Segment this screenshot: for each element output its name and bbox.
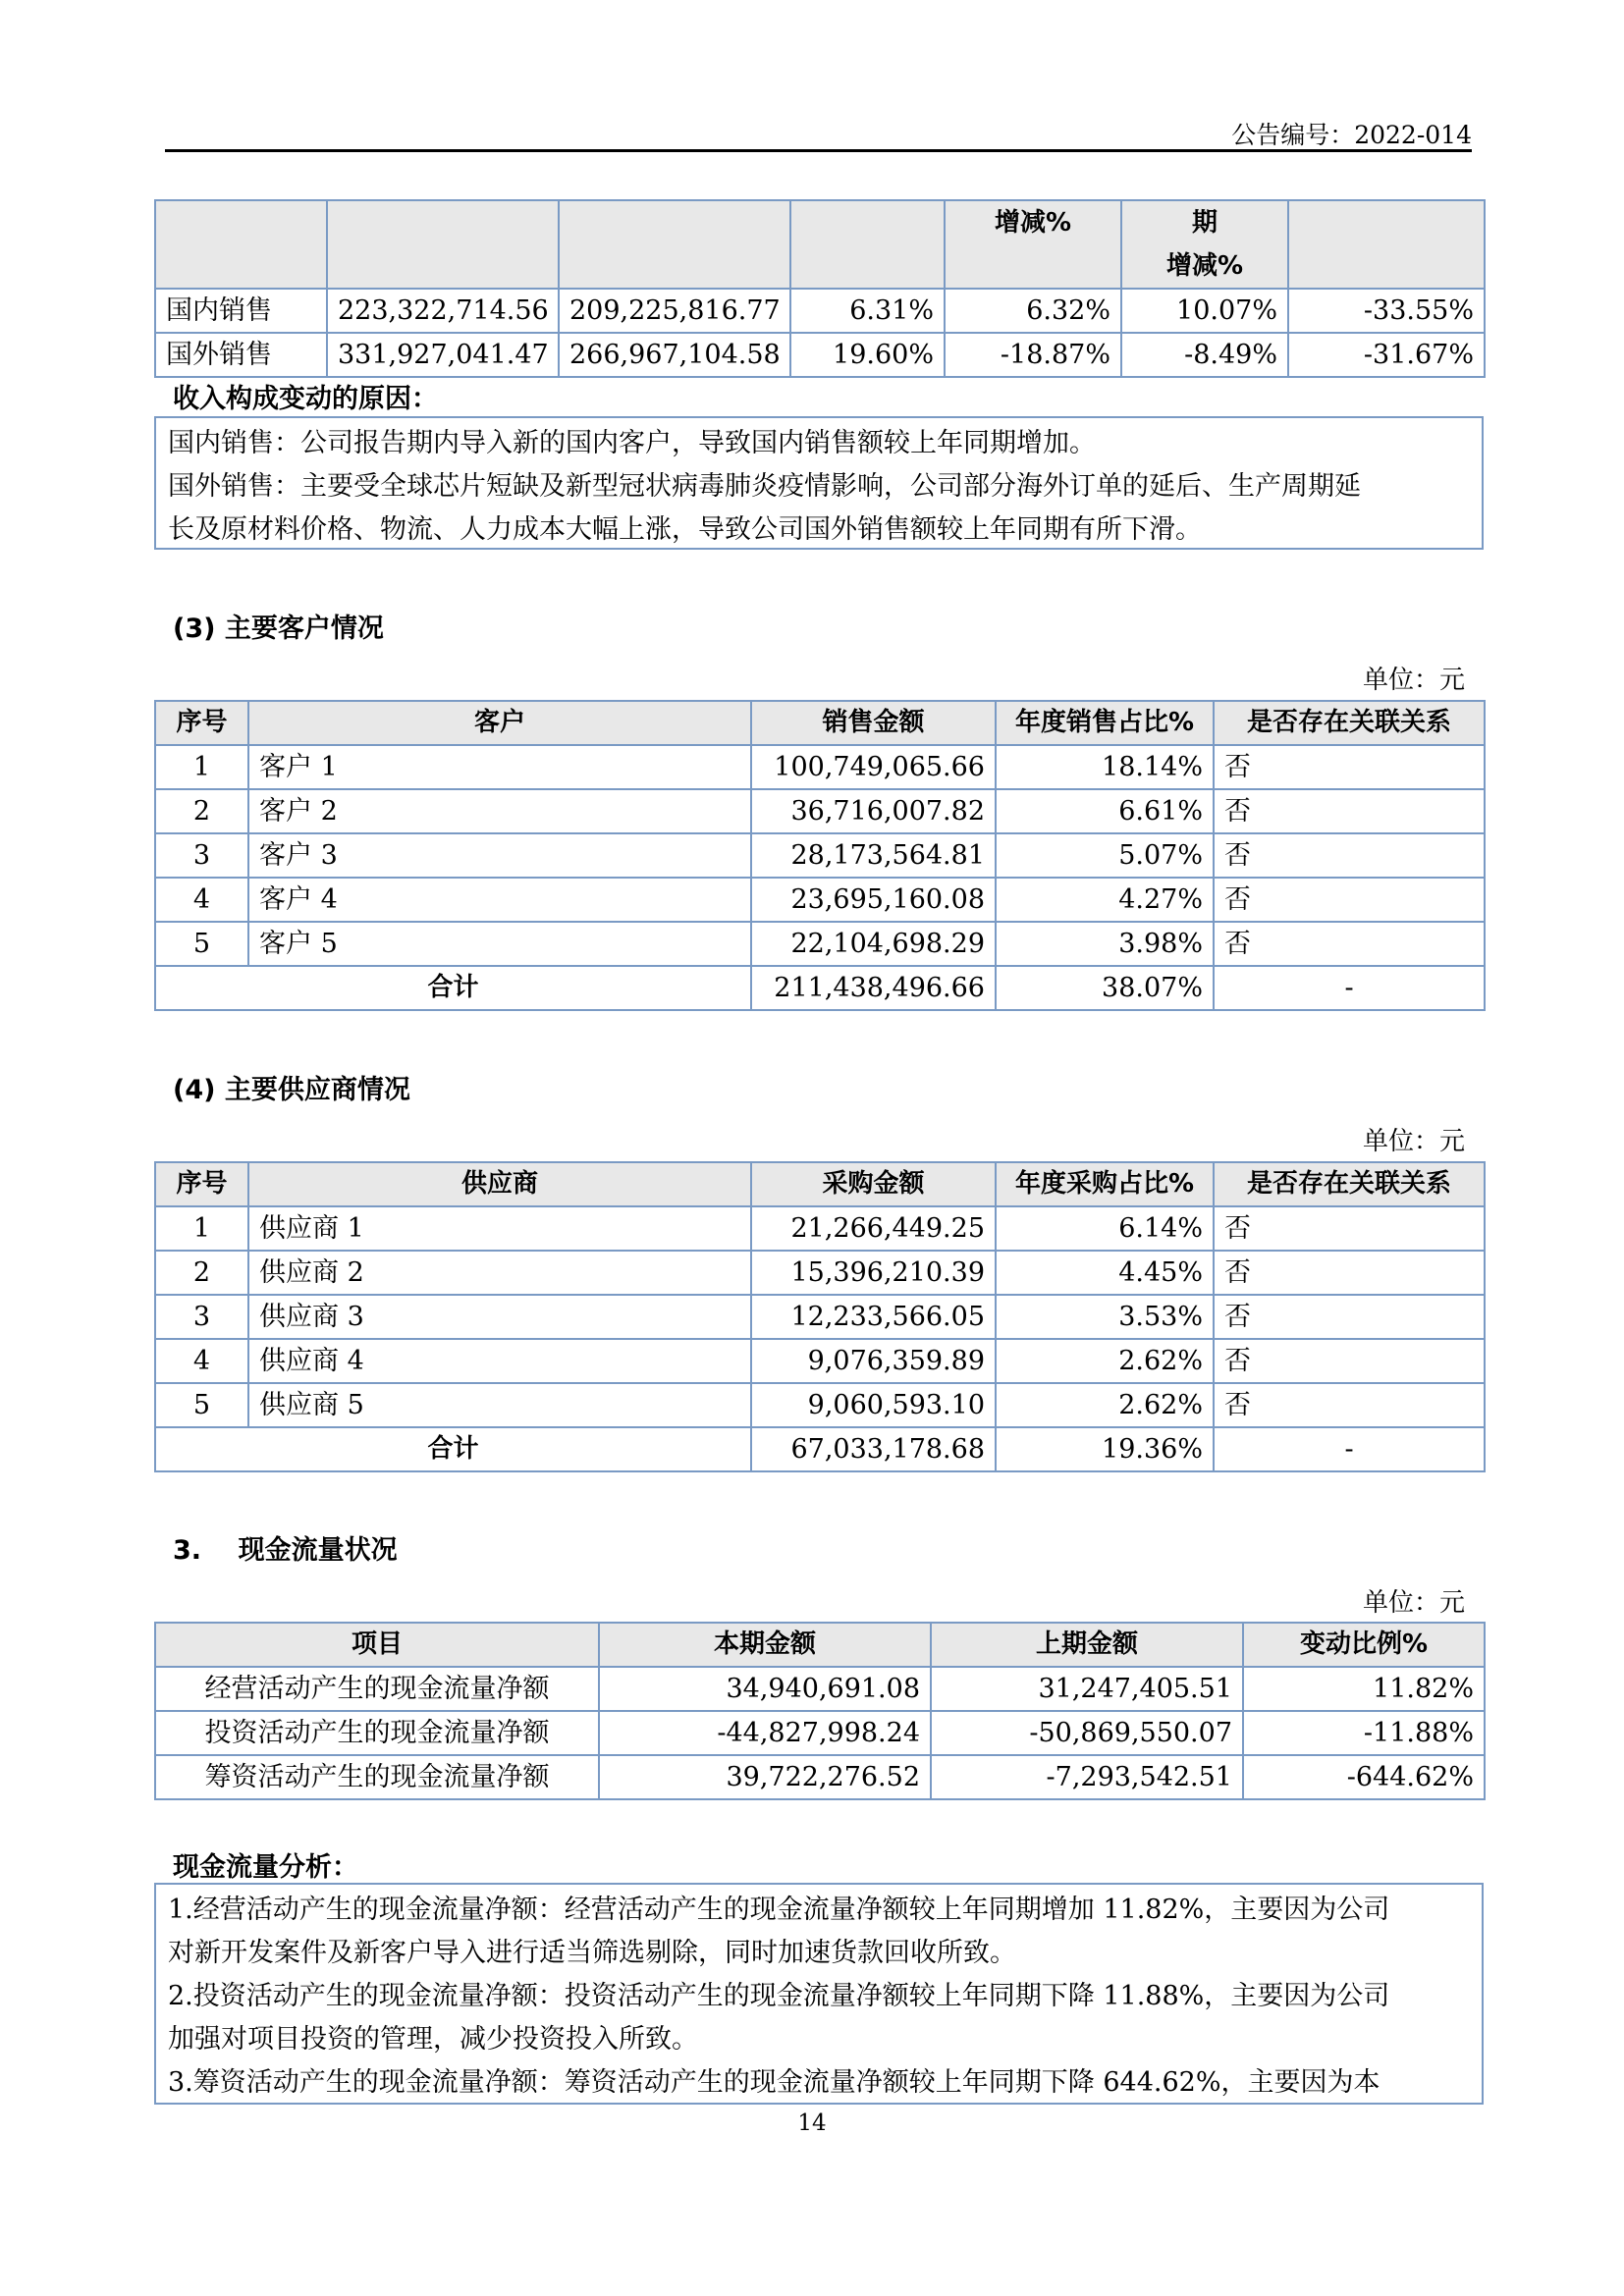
suppliers-section-title: (4) 主要供应商情况 [173, 1075, 410, 1105]
name-cell: 客户 2 [248, 789, 751, 833]
change-cell: -11.88% [1243, 1711, 1485, 1755]
table-row [155, 922, 1485, 966]
revenue-table [154, 199, 1486, 378]
table-row [155, 333, 1485, 377]
total-row [155, 966, 1485, 1010]
index-cell: 2 [155, 789, 248, 833]
current-cell: 39,722,276.52 [599, 1755, 931, 1799]
analysis-line: 3.筹资活动产生的现金流量净额：筹资活动产生的现金流量净额较上年同期下降 644.62%，主要因为本 [168, 2067, 1380, 2098]
suppliers-unit: 单位：元 [1362, 1127, 1465, 1156]
table-row [155, 1755, 1485, 1799]
name-cell: 客户 3 [248, 833, 751, 878]
related-cell: 否 [1214, 1206, 1485, 1251]
header-cell: 本期金额 [599, 1623, 931, 1667]
ratio-cell: 3.98% [996, 922, 1214, 966]
cashflow-table [154, 1622, 1486, 1800]
reason-line: 国内销售：公司报告期内导入新的国内客户，导致国内销售额较上年同期增加。 [168, 428, 1096, 458]
index-cell: 5 [155, 922, 248, 966]
ratio-cell: 5.07% [996, 833, 1214, 878]
total-related: - [1214, 966, 1485, 1010]
header-cell: 销售金额 [751, 701, 996, 745]
related-cell: 否 [1214, 745, 1485, 789]
reason-line: 长及原材料价格、物流、人力成本大幅上涨，导致公司国外销售额较上年同期有所下滑。 [168, 514, 1202, 545]
suppliers-header-row [155, 1162, 1485, 1206]
total-amount: 67,033,178.68 [751, 1427, 996, 1471]
value-cell: 331,927,041.47 [327, 333, 559, 377]
previous-cell: -50,869,550.07 [931, 1711, 1243, 1755]
value-cell: 6.32% [945, 289, 1121, 333]
amount-cell: 21,266,449.25 [751, 1206, 996, 1251]
analysis-line: 对新开发案件及新客户导入进行适当筛选剔除，同时加速货款回收所致。 [168, 1938, 1016, 1968]
index-cell: 2 [155, 1251, 248, 1295]
customers-table [154, 700, 1486, 1011]
name-cell: 供应商 2 [248, 1251, 751, 1295]
header-cell: 增减% [945, 200, 1121, 289]
name-cell: 供应商 4 [248, 1339, 751, 1383]
total-ratio: 19.36% [996, 1427, 1214, 1471]
customers-unit: 单位：元 [1362, 666, 1465, 695]
related-cell: 否 [1214, 878, 1485, 922]
header-cell [559, 200, 790, 289]
table-row [155, 878, 1485, 922]
value-cell: 6.31% [790, 289, 945, 333]
item-cell: 经营活动产生的现金流量净额 [155, 1667, 599, 1711]
name-cell: 客户 5 [248, 922, 751, 966]
ratio-cell: 2.62% [996, 1339, 1214, 1383]
table-row [155, 745, 1485, 789]
index-cell: 1 [155, 745, 248, 789]
value-cell: 266,967,104.58 [559, 333, 790, 377]
header-cell: 客户 [248, 701, 751, 745]
region-cell: 国外销售 [155, 333, 327, 377]
header-cell: 是否存在关联关系 [1214, 1162, 1485, 1206]
suppliers-table [154, 1161, 1486, 1472]
related-cell: 否 [1214, 1295, 1485, 1339]
amount-cell: 28,173,564.81 [751, 833, 996, 878]
page-number: 14 [797, 2110, 827, 2136]
amount-cell: 23,695,160.08 [751, 878, 996, 922]
previous-cell: -7,293,542.51 [931, 1755, 1243, 1799]
value-cell: -33.55% [1288, 289, 1485, 333]
index-cell: 3 [155, 833, 248, 878]
change-cell: 11.82% [1243, 1667, 1485, 1711]
table-row [155, 1383, 1485, 1427]
item-cell: 筹资活动产生的现金流量净额 [155, 1755, 599, 1799]
table-row [155, 833, 1485, 878]
cashflow-analysis-box [154, 1883, 1484, 2105]
cashflow-unit: 单位：元 [1362, 1588, 1465, 1618]
related-cell: 否 [1214, 922, 1485, 966]
header-cell: 上期金额 [931, 1623, 1243, 1667]
cashflow-section-title: 3. 现金流量状况 [173, 1535, 398, 1566]
header-cell [1288, 200, 1485, 289]
name-cell: 供应商 3 [248, 1295, 751, 1339]
header-cell: 供应商 [248, 1162, 751, 1206]
ratio-cell: 4.45% [996, 1251, 1214, 1295]
name-cell: 客户 4 [248, 878, 751, 922]
index-cell: 4 [155, 1339, 248, 1383]
revenue-reason-title: 收入构成变动的原因： [173, 384, 438, 414]
value-cell: -18.87% [945, 333, 1121, 377]
header-cell [790, 200, 945, 289]
name-cell: 供应商 1 [248, 1206, 751, 1251]
announcement-number: 公告编号：2022-014 [1231, 121, 1472, 149]
revenue-reason-box [154, 416, 1484, 550]
customers-header-row [155, 701, 1485, 745]
related-cell: 否 [1214, 1383, 1485, 1427]
previous-cell: 31,247,405.51 [931, 1667, 1243, 1711]
current-cell: -44,827,998.24 [599, 1711, 931, 1755]
related-cell: 否 [1214, 833, 1485, 878]
table-row [155, 1711, 1485, 1755]
item-cell: 投资活动产生的现金流量净额 [155, 1711, 599, 1755]
total-label: 合计 [155, 1427, 751, 1471]
name-cell: 客户 1 [248, 745, 751, 789]
current-cell: 34,940,691.08 [599, 1667, 931, 1711]
amount-cell: 9,060,593.10 [751, 1383, 996, 1427]
cashflow-header-row [155, 1623, 1485, 1667]
related-cell: 否 [1214, 789, 1485, 833]
region-cell: 国内销售 [155, 289, 327, 333]
table-row [155, 289, 1485, 333]
value-cell: 19.60% [790, 333, 945, 377]
total-label: 合计 [155, 966, 751, 1010]
name-cell: 供应商 5 [248, 1383, 751, 1427]
ratio-cell: 2.62% [996, 1383, 1214, 1427]
header-cell: 年度销售占比% [996, 701, 1214, 745]
related-cell: 否 [1214, 1339, 1485, 1383]
customers-section-title: (3) 主要客户情况 [173, 614, 384, 644]
header-cell: 采购金额 [751, 1162, 996, 1206]
amount-cell: 9,076,359.89 [751, 1339, 996, 1383]
change-cell: -644.62% [1243, 1755, 1485, 1799]
table-row [155, 789, 1485, 833]
total-ratio: 38.07% [996, 966, 1214, 1010]
amount-cell: 12,233,566.05 [751, 1295, 996, 1339]
header-cell: 是否存在关联关系 [1214, 701, 1485, 745]
ratio-cell: 18.14% [996, 745, 1214, 789]
header-cell: 年度采购占比% [996, 1162, 1214, 1206]
header-cell [155, 200, 327, 289]
ratio-cell: 3.53% [996, 1295, 1214, 1339]
value-cell: -8.49% [1121, 333, 1288, 377]
header-cell: 期 增减% [1121, 200, 1288, 289]
cashflow-analysis-title: 现金流量分析： [173, 1852, 358, 1883]
total-amount: 211,438,496.66 [751, 966, 996, 1010]
table-row [155, 1206, 1485, 1251]
ratio-cell: 6.61% [996, 789, 1214, 833]
table-row [155, 1339, 1485, 1383]
amount-cell: 36,716,007.82 [751, 789, 996, 833]
index-cell: 4 [155, 878, 248, 922]
ratio-cell: 6.14% [996, 1206, 1214, 1251]
amount-cell: 100,749,065.66 [751, 745, 996, 789]
header-rule [165, 149, 1472, 152]
table-row [155, 1667, 1485, 1711]
index-cell: 5 [155, 1383, 248, 1427]
header-cell [327, 200, 559, 289]
analysis-line: 2.投资活动产生的现金流量净额：投资活动产生的现金流量净额较上年同期下降 11.88%，主要因为公司 [168, 1981, 1390, 2011]
amount-cell: 15,396,210.39 [751, 1251, 996, 1295]
header-cell: 变动比例% [1243, 1623, 1485, 1667]
total-related: - [1214, 1427, 1485, 1471]
value-cell: 10.07% [1121, 289, 1288, 333]
analysis-line: 加强对项目投资的管理，减少投资投入所致。 [168, 2024, 698, 2055]
analysis-line: 1.经营活动产生的现金流量净额：经营活动产生的现金流量净额较上年同期增加 11.82%，主要因为公司 [168, 1895, 1390, 1925]
header-cell: 序号 [155, 1162, 248, 1206]
ratio-cell: 4.27% [996, 878, 1214, 922]
index-cell: 3 [155, 1295, 248, 1339]
reason-line: 国外销售：主要受全球芯片短缺及新型冠状病毒肺炎疫情影响，公司部分海外订单的延后、生产周期延 [168, 471, 1361, 502]
header-cell: 项目 [155, 1623, 599, 1667]
header-cell: 序号 [155, 701, 248, 745]
amount-cell: 22,104,698.29 [751, 922, 996, 966]
related-cell: 否 [1214, 1251, 1485, 1295]
value-cell: -31.67% [1288, 333, 1485, 377]
revenue-header-row [155, 200, 1485, 289]
value-cell: 223,322,714.56 [327, 289, 559, 333]
table-row [155, 1295, 1485, 1339]
total-row [155, 1427, 1485, 1471]
index-cell: 1 [155, 1206, 248, 1251]
value-cell: 209,225,816.77 [559, 289, 790, 333]
table-row [155, 1251, 1485, 1295]
